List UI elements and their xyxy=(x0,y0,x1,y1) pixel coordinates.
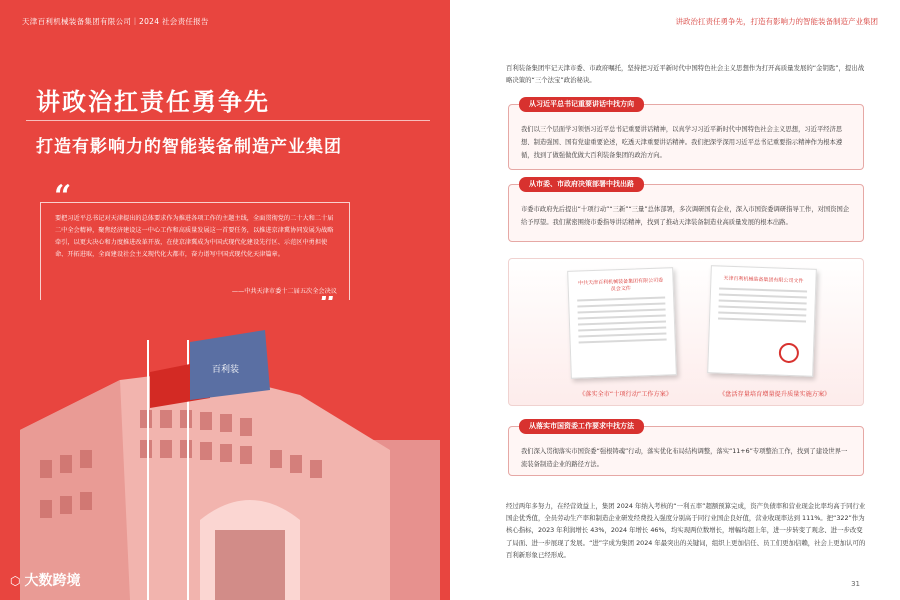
section-method xyxy=(508,422,864,476)
right-header: 讲政治扛责任勇争先，打造有影响力的智能装备制造产业集团 xyxy=(675,17,878,26)
svg-text:百利装: 百利装 xyxy=(212,365,240,375)
right-page xyxy=(450,0,900,600)
quote-source: ——中共天津市委十二届五次全会决议 xyxy=(231,288,337,295)
sub-title: 打造有影响力的智能装备制造产业集团 xyxy=(36,137,342,157)
section-direction xyxy=(508,100,864,170)
quote-text: 要把习近平总书记对天津提出的总体要求作为推进各项工作的主题主线，全面贯彻党的二十大和二十届二中全会精神，聚焦经济建设这一中心工作和高质量发展这一首要任务，以推进京津冀协同发展为战略牵引，以更大决心和力度推进改革开放，在使京津冀成为中国式现代化建设先行区、示范区中勇担使命、开拓进取，全面建设社会主义现代化大都市，奋力谱写中国式现代化天津篇章。 xyxy=(55,215,334,258)
section-text: 市委市政府先后提出“十项行动”“三新”“三量”总体部署，多次调研国有企业，深入市国资委调研指导工作，对国资国企给予厚望。我们紧密围绕市委指导讲话精神，找到了推动天津装备制造业高质量发展的根本出路。 xyxy=(521,206,850,226)
intro-paragraph: 百利装备集团牢记天津市委、市政府嘱托，坚持把习近平新时代中国特色社会主义思想作为打开高质量发展的“金钥匙”，提出战略决策的“三个法宝”政治秘诀。 xyxy=(506,64,865,84)
title-divider xyxy=(26,120,430,121)
document-images xyxy=(508,258,864,406)
watermark: ⬡ 大数跨境 xyxy=(10,573,81,589)
section-path xyxy=(508,180,864,242)
page-number: 31 xyxy=(851,580,860,588)
building-photo xyxy=(0,300,450,600)
document-caption: 《落实全市“十项行动”工作方案》 xyxy=(579,391,673,398)
open-quote-icon: “ xyxy=(54,179,72,214)
main-title: 讲政治扛责任勇争先 xyxy=(36,88,270,116)
document-card: 天津百利机械装备集团有限公司文件 xyxy=(707,265,817,377)
seal-icon xyxy=(779,343,800,364)
section-text: 我们深入贯彻落实市国资委“强根铸魂”行动，落实优化布局结构调整，落实“11+6”专项整治工作，找到了建设世界一流装备制造企业的路径方法。 xyxy=(521,448,848,468)
section-text: 我们以三个层面学习领悟习近平总书记重要讲话精神，以真学习习近平新时代中国特色社会主义思想，习近平经济思想、制造强国、国有党建重要论述，吃透天津重要讲话精神。我们把深学深用习近平总书记重要指示精神作为根本遵循，找到了做强做优做大百利装备集团的政治方向。 xyxy=(521,126,843,159)
document-caption: 《盘活存量培育增量提升质量实施方案》 xyxy=(719,391,831,398)
left-header: 天津百利机械装备集团有限公司｜2024 社会责任报告 xyxy=(22,17,209,26)
section-title: 从落实市国资委工作要求中找方法 xyxy=(519,419,644,434)
section-title: 从习近平总书记重要讲话中找方向 xyxy=(519,97,644,112)
outro-paragraph: 经过两年多努力，在经营效益上，集团 2024 年纳入考核的“一利五率”超额预算完成，资产负债率和营业现金比率均高于同行业国企优秀值，全员劳动生产率和制造企业研发经费投入强度分别高于同行业国企良好值，营业收现率达到 111%。把“322”作为核心指标，2023 年利润增长 43%，2024 年增长 46%，均实现两位数增长，增幅均超上年，进一步转变了观念、进一步改变了局面、进一步展现了发展。“进”字成为集团 2024 年最突出的关键词，组织上更加信任、员工们更加信赖，社会上更加认可的百利新形象已经形成。 xyxy=(506,502,866,559)
section-title: 从市委、市政府决策部署中找出路 xyxy=(519,177,644,192)
quote-box xyxy=(40,202,350,304)
watermark-logo-icon: ⬡ xyxy=(10,574,21,588)
document-card: 中共天津百利机械装备集团有限公司委员会文件 xyxy=(567,267,677,379)
